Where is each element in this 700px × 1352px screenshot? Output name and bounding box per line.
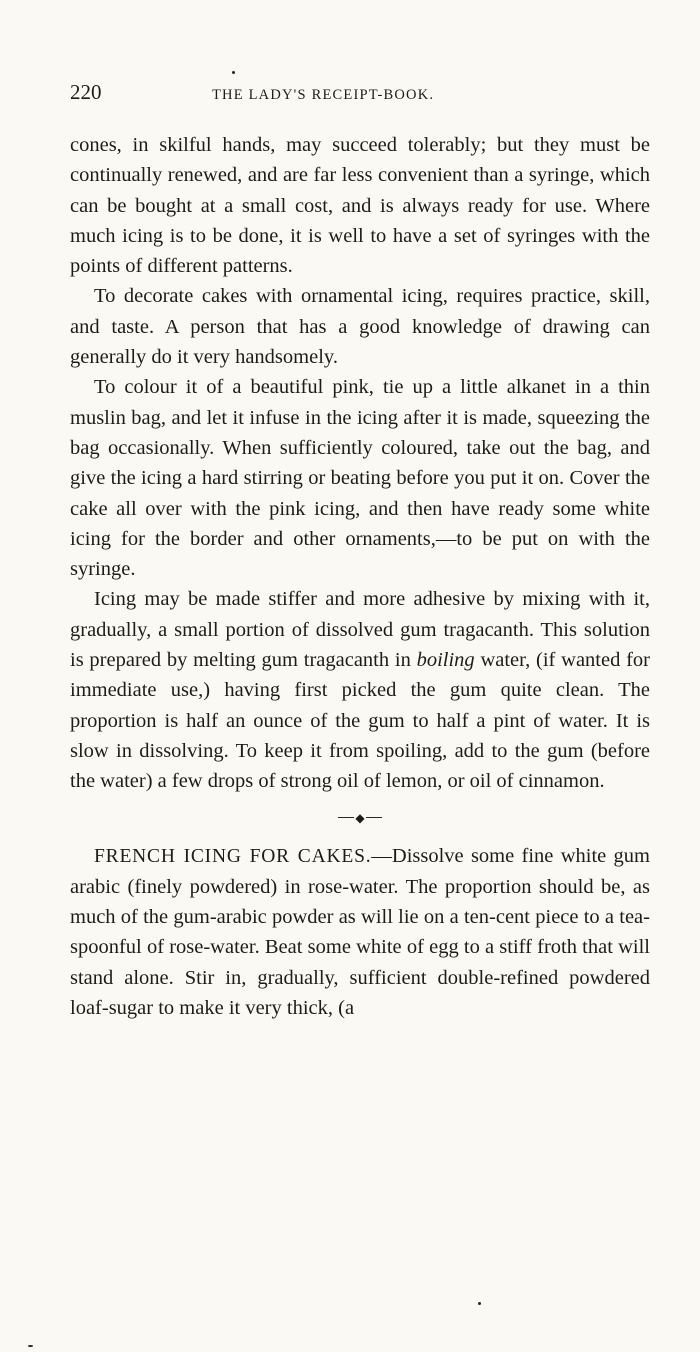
running-head: THE LADY'S RECEIPT-BOOK. [212, 87, 435, 103]
page-number: 220 [70, 80, 102, 104]
page-body [70, 130, 650, 1023]
paragraph-syringe: cones, in skilful hands, may succeed tolerably; but they must be continually renewed, and are far less convenient than a syringe, which can be bought at a small cost, and is always ready for use. Where much icing is to be done, it is well to have a set of syringes with the points of different patterns. [70, 134, 650, 278]
recipe-body: —Dissolve some fine white gum arabic (finely powdered) in rose-water. The proportion should be, as much of the gum-arabic powder as will lie on a ten-cent piece to a tea-spoonful of rose-water. Beat some white of egg to a stiff froth that will stand alone. Stir in, gradually, sufficient double-refined powdered loaf-sugar to make it very thick, (a [70, 844, 650, 1020]
section-divider [70, 803, 650, 831]
recipe-french-icing [70, 841, 650, 1024]
page-header [70, 80, 650, 114]
print-speck-bottom-left [28, 1345, 33, 1347]
divider-rule-right [366, 817, 382, 818]
recipe-title: FRENCH ICING FOR CAKES. [94, 845, 372, 867]
book-page [70, 80, 650, 1023]
italic-word: boiling [416, 649, 475, 672]
icing-text-start: Icing may be made stiffer and more adhesive by mixing with it, gradually, a small portion of dissolved gum tragacanth. This solution is prepared by melting gum tragacanth in [70, 588, 650, 672]
print-speck-bottom-right [478, 1302, 481, 1305]
paragraph-icing-stiffer [70, 584, 650, 796]
icing-text-end: water, (if wanted for immediate use,) having first picked the gum quite clean. The proportion is half an ounce of the gum to half a pint of water. It is slow in dissolving. To keep it from spoiling, add to the gum (before the water) a few drops of strong oil of lemon, or oil of cinnamon. [70, 649, 651, 793]
divider-rule-left [338, 817, 354, 818]
paragraph-decorate: To decorate cakes with ornamental icing, requires practice, skill, and taste. A person that has a good knowledge of drawing can generally do it very handsomely. [70, 285, 650, 369]
diamond-ornament-icon: ◆ [355, 810, 365, 825]
print-speck-top [232, 71, 235, 74]
paragraph-pink-colour: To colour it of a beautiful pink, tie up a little alkanet in a thin muslin bag, and let it infuse in the icing after it is made, squeezing the bag occasionally. When sufficiently coloured, take out the bag, and give the icing a hard stirring or beating before you put it on. Cover the cake all over with the pink icing, and then have ready some white icing for the border and other ornaments,—to be put on with the syringe. [70, 376, 650, 581]
